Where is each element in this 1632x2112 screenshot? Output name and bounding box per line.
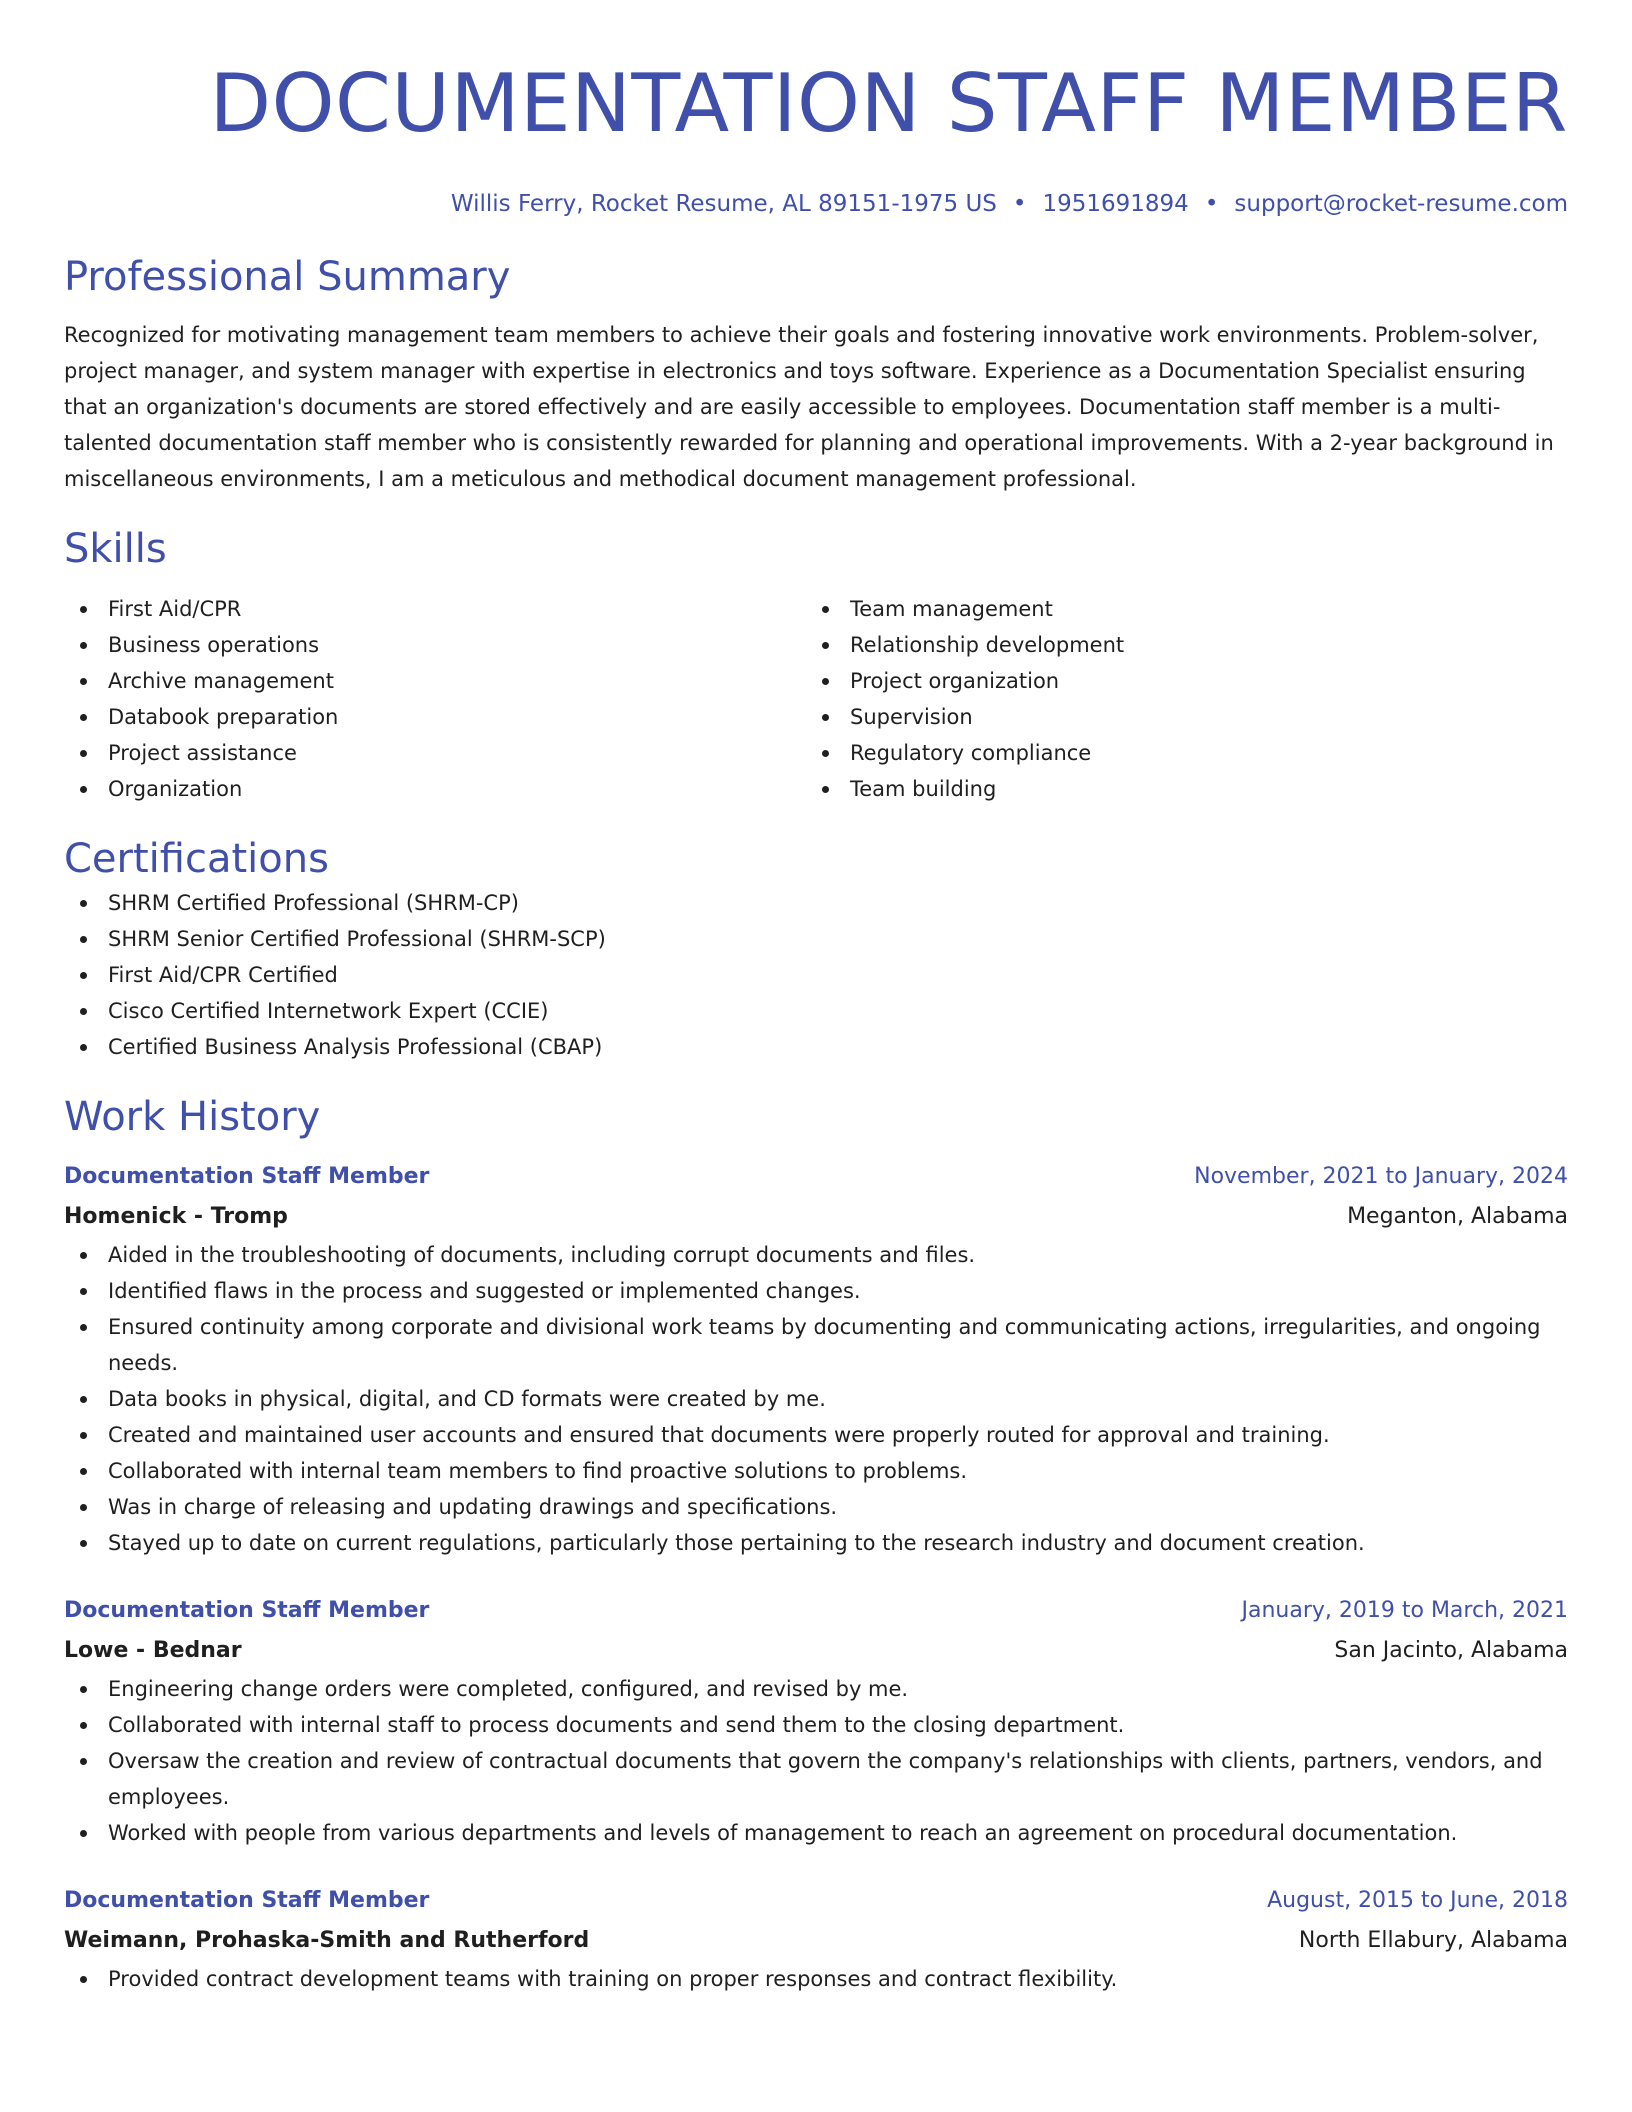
job-bullet: Collaborated with internal team members to find proactive solutions to problems. bbox=[64, 1453, 1568, 1489]
job-bullets bbox=[64, 1237, 1568, 1561]
job-company: Weimann, Prohaska-Smith and Rutherford bbox=[64, 1928, 590, 1953]
job-bullet: Worked with people from various departments and levels of management to reach an agreement on procedural documentation. bbox=[64, 1815, 1568, 1851]
skill-item: First Aid/CPR bbox=[64, 591, 806, 627]
skills-column-left bbox=[64, 591, 806, 807]
skill-item: Project assistance bbox=[64, 735, 806, 771]
job-company-row bbox=[64, 1197, 1568, 1237]
job-bullet: Identified flaws in the process and suggested or implemented changes. bbox=[64, 1273, 1568, 1309]
skill-item: Business operations bbox=[64, 627, 806, 663]
job-bullet: Oversaw the creation and review of contractual documents that govern the company's relationships with clients, partners, vendors, and employees. bbox=[64, 1743, 1568, 1815]
certification-item: First Aid/CPR Certified bbox=[64, 957, 1568, 993]
job-bullet: Ensured continuity among corporate and divisional work teams by documenting and communicating actions, irregularities, and ongoing needs. bbox=[64, 1309, 1568, 1381]
job-company-row bbox=[64, 1631, 1568, 1671]
skill-item: Supervision bbox=[806, 699, 1548, 735]
skills-heading: Skills bbox=[64, 526, 167, 572]
summary-heading: Professional Summary bbox=[64, 254, 511, 300]
job-bullet: Engineering change orders were completed, configured, and revised by me. bbox=[64, 1671, 1568, 1707]
job-bullet: Collaborated with internal staff to process documents and send them to the closing department. bbox=[64, 1707, 1568, 1743]
job-location: North Ellabury, Alabama bbox=[1298, 1928, 1568, 1953]
skill-item: Relationship development bbox=[806, 627, 1548, 663]
job-bullets bbox=[64, 1961, 1568, 1997]
skills-column-right bbox=[806, 591, 1548, 807]
resume-title: DOCUMENTATION STAFF MEMBER bbox=[209, 57, 1568, 150]
certification-item: Certified Business Analysis Professional (CBAP) bbox=[64, 1029, 1568, 1065]
job-dates: August, 2015 to June, 2018 bbox=[1267, 1888, 1568, 1913]
job-header-row bbox=[64, 1591, 1568, 1631]
skill-item: Project organization bbox=[806, 663, 1548, 699]
skills-columns bbox=[64, 591, 1568, 807]
job-location: San Jacinto, Alabama bbox=[1334, 1638, 1568, 1663]
contact-separator: • bbox=[1204, 191, 1219, 217]
job-bullet: Created and maintained user accounts and ensured that documents were properly routed for approval and training. bbox=[64, 1417, 1568, 1453]
job-bullet: Was in charge of releasing and updating drawings and specifications. bbox=[64, 1489, 1568, 1525]
contact-separator: • bbox=[1012, 191, 1027, 217]
skill-item: Archive management bbox=[64, 663, 806, 699]
job-bullet: Provided contract development teams with training on proper responses and contract flexibility. bbox=[64, 1961, 1568, 1997]
job-company-row bbox=[64, 1921, 1568, 1961]
job-bullets bbox=[64, 1671, 1568, 1851]
skill-item: Team management bbox=[806, 591, 1548, 627]
certification-item: SHRM Certified Professional (SHRM-CP) bbox=[64, 885, 1568, 921]
skills-list-left bbox=[64, 591, 806, 807]
job-header-row bbox=[64, 1881, 1568, 1921]
certification-item: Cisco Certified Internetwork Expert (CCIE) bbox=[64, 993, 1568, 1029]
job-role: Documentation Staff Member bbox=[64, 1164, 430, 1189]
job-bullet: Aided in the troubleshooting of documents, including corrupt documents and files. bbox=[64, 1237, 1568, 1273]
job-role: Documentation Staff Member bbox=[64, 1598, 430, 1623]
skill-item: Team building bbox=[806, 771, 1548, 807]
resume-page bbox=[64, 0, 1568, 1997]
job-entry bbox=[64, 1591, 1568, 1851]
work-history-heading: Work History bbox=[64, 1094, 321, 1140]
skill-item: Regulatory compliance bbox=[806, 735, 1548, 771]
certifications-heading: Certifications bbox=[64, 836, 329, 882]
skills-list-right bbox=[806, 591, 1548, 807]
contact-phone: 1951691894 bbox=[1042, 191, 1189, 217]
skill-item: Organization bbox=[64, 771, 806, 807]
job-location: Meganton, Alabama bbox=[1347, 1204, 1568, 1229]
job-entry bbox=[64, 1157, 1568, 1561]
job-dates: November, 2021 to January, 2024 bbox=[1194, 1164, 1568, 1189]
job-entry bbox=[64, 1881, 1568, 1997]
contact-line bbox=[64, 189, 1568, 219]
job-header-row bbox=[64, 1157, 1568, 1197]
contact-email[interactable]: support@rocket-resume.com bbox=[1234, 191, 1568, 217]
job-bullet: Stayed up to date on current regulations, particularly those pertaining to the research industry and document creation. bbox=[64, 1525, 1568, 1561]
skill-item: Databook preparation bbox=[64, 699, 806, 735]
job-dates: January, 2019 to March, 2021 bbox=[1241, 1598, 1568, 1623]
contact-address: Willis Ferry, Rocket Resume, AL 89151-1975 US bbox=[450, 191, 997, 217]
job-role: Documentation Staff Member bbox=[64, 1888, 430, 1913]
certification-item: SHRM Senior Certified Professional (SHRM-SCP) bbox=[64, 921, 1568, 957]
certifications-list bbox=[64, 885, 1568, 1065]
job-company: Lowe - Bednar bbox=[64, 1638, 242, 1663]
job-company: Homenick - Tromp bbox=[64, 1204, 288, 1229]
summary-text: Recognized for motivating management team members to achieve their goals and fostering innovative work environments. Problem-solver, project manager, and system manager with expertise in electronics and toys software. Experience as a Documentation Specialist ensuring that an organization's documents are stored effectively and are easily accessible to employees. Documentation staff member is a multi-talented documentation staff member who is consistently rewarded for planning and operational improvements. With a 2-year background in miscellaneous environments, I am a meticulous and methodical document management professional. bbox=[64, 323, 1554, 491]
job-bullet: Data books in physical, digital, and CD formats were created by me. bbox=[64, 1381, 1568, 1417]
